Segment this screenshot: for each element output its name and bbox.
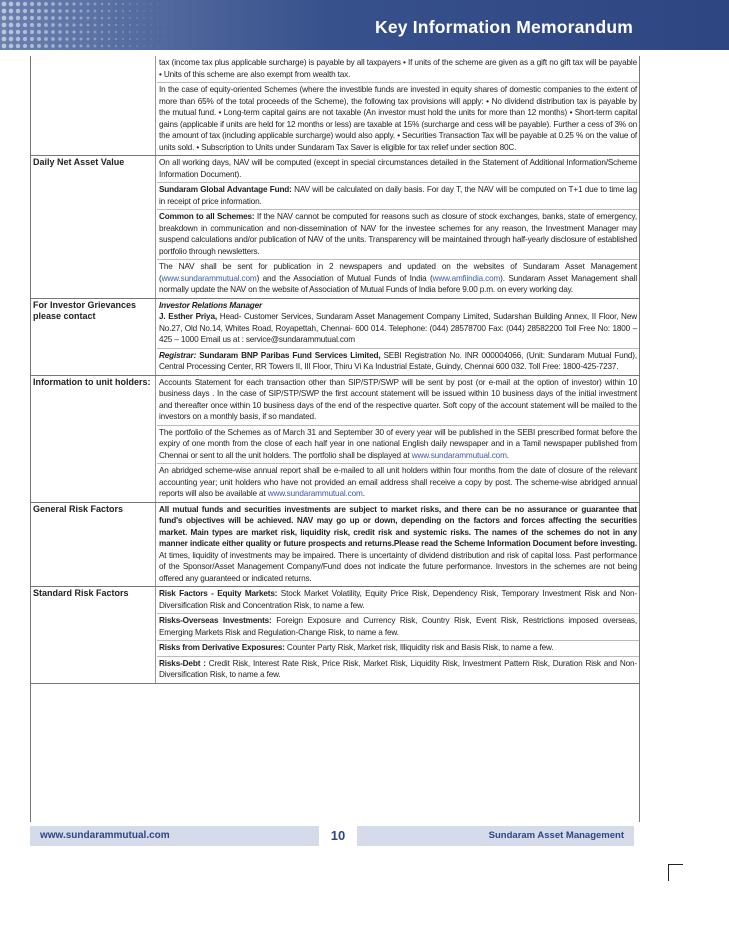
info-table — [30, 56, 640, 822]
text-segment: Risks-Overseas Investments: — [159, 616, 272, 625]
website-link[interactable]: www.sundarammutual.com — [411, 450, 507, 460]
website-link[interactable]: www.sundarammutual.com — [267, 489, 363, 498]
text-segment: SEBI Registration No. INR 000004066, (Unit: Sundaram Mutual Fund), Central Processing Center, RR Towers II, III Floor, Thiru Vi Ka Industrial Estate, Guindy, Chennai 600 032. Toll Free: 1800-425-7237. — [159, 350, 637, 371]
description-paragraph — [157, 156, 639, 183]
table-row — [31, 376, 639, 503]
row-description — [155, 503, 639, 587]
website-link[interactable]: www.sundarammutual.com — [161, 273, 257, 283]
table-row — [31, 503, 639, 588]
text-segment: An abridged scheme-wise annual report shall be e-mailed to all unit holders within four months from the date of closure of the relevant accounting year; unit holders who have not provided an email address shall receive a copy by post. The scheme-wise abridged annual reports will also be available at — [159, 466, 637, 498]
text-segment: Investor Relations Manager — [159, 300, 263, 310]
text-segment: Accounts Statement for each transaction other than SIP/STP/SWP will be sent by post (or e-mail at the option of investor) within 10 business days . In the case of SIP/STP/SWP the first account statement will be issued within 10 business days of the initial investment and thereafter once within 10 business days of the end of the respective quarter. Soft copy of the account statement will be mailed to the investors on a monthly basis, if so mandated. — [159, 377, 637, 421]
description-paragraph — [157, 210, 639, 260]
text-segment: . — [362, 489, 365, 498]
header-band — [0, 0, 729, 50]
text-segment: The portfolio of the Schemes as of March 31 and September 30 of every year will be published in the SEBI prescribed format before the expiry of one month from the close of each half year in one national English daily newspaper and in a Tamil newspaper published from Chennai or sent to all the unit holders. The portfolio shall be displayed at — [159, 427, 637, 460]
text-segment: All mutual funds and securities investments are subject to market risks, and there can be no assurance or guarantee that fund's objectives will be achieved. NAV may go up or down, depending on the factors and forces affecting the securities market. Main types are market risk, liquidity risk, credit risk and systemic risks. The names of the schemes do not in any manner indicate either quality or future prospects and returns.Please read the Scheme Information Document before investing. — [159, 504, 637, 548]
description-paragraph — [157, 183, 639, 210]
text-segment: ) and the Association of Mutual Funds of India ( — [256, 273, 433, 283]
description-paragraph — [157, 587, 639, 614]
footer-brand: Sundaram Asset Management — [488, 830, 624, 841]
description-paragraph — [157, 83, 639, 155]
page-number: 10 — [319, 826, 357, 846]
text-segment: Common to all Schemes: — [159, 212, 255, 221]
row-label: Daily Net Asset Value — [33, 157, 125, 167]
table-row — [31, 156, 639, 299]
text-segment: tax (income tax plus applicable surcharge) is payable by all taxpayers • If units of the scheme are given as a gift no gift tax will be payable • Units of this scheme are also exempt from wealth tax. — [159, 58, 637, 79]
row-label: Standard Risk Factors — [33, 588, 129, 598]
website-link[interactable]: www.amfiindia.com — [432, 273, 501, 283]
text-segment: Counter Party Risk, Market risk, Illiquidity risk and Basis Risk, to name a few. — [284, 643, 554, 652]
row-description — [155, 587, 639, 683]
table-row — [31, 56, 639, 156]
description-paragraph — [157, 641, 639, 657]
text-segment: NAV will be calculated on daily basis. For day T, the NAV will be computed on T+1 due to time lag in receipt of price information. — [159, 185, 637, 206]
page-footer — [30, 826, 634, 846]
text-segment: Credit Risk, Interest Rate Risk, Price Risk, Market Risk, Liquidity Risk, Investment Pattern Risk, Duration Risk and Non-Diversification Risk, to name a few. — [159, 658, 637, 679]
text-segment: Sundaram BNP Paribas Fund Services Limited, — [196, 350, 381, 360]
text-segment: In the case of equity-oriented Schemes (where the investible funds are invested in equity shares of domestic companies to the extent of more than 65% of the total proceeds of the Scheme), the following tax provisions will apply: • No dividend distribution tax is payable by the mutual fund. • Long-term capital gains are not taxable (An investor must hold the units for more than 12 months) • Short-term capital gains (applicable if units are held for 12 months or less) are taxable at 15% (surcharge and cess will be payable). Further a cess of 3% on the amount of tax (including applicable surcharge) would also apply. • Securities Transaction Tax will be payable at 0.25 % on the value of units sold. • Subscription to Units under Sundaram Tax Saver is eligible for tax relief under section 80C. — [159, 85, 637, 152]
page-title: Key Information Memorandum — [374, 17, 633, 37]
text-segment: Risk Factors - Equity Markets: — [159, 589, 278, 598]
description-paragraph — [157, 299, 639, 349]
description-paragraph — [157, 464, 639, 502]
crop-mark — [668, 864, 683, 881]
description-paragraph — [157, 260, 639, 298]
row-label: General Risk Factors — [33, 503, 124, 514]
text-segment: Head- Customer Services, Sundaram Asset Management Company Limited, Sudarshan Building Annex, II Floor, New No.27, Old No.14, Whites Road, Royapettah, Chennai- 600 014. Telephone: (044) 28578700 Fax: (044) 28582200 Toll Free No: 1800 – 425 – 1000 Email us at : service@sundarammutual.com — [159, 312, 637, 344]
description-paragraph — [157, 426, 639, 465]
text-segment: J. Esther Priya, — [159, 312, 217, 321]
table-row — [31, 587, 639, 684]
description-paragraph — [157, 614, 639, 641]
table-row — [31, 299, 639, 376]
row-description — [155, 376, 639, 502]
text-segment: Sundaram Global Advantage Fund: — [159, 185, 292, 194]
description-paragraph — [157, 56, 639, 83]
description-paragraph — [157, 503, 639, 587]
text-segment: Risks-Debt : — [159, 658, 206, 668]
description-paragraph — [157, 657, 639, 683]
row-description — [155, 299, 639, 375]
description-paragraph — [157, 349, 639, 375]
text-segment: On all working days, NAV will be computed (except in special circumstances detailed in the Statement of Additional Information/Scheme Information Document). — [159, 158, 637, 179]
text-segment: Stock Market Volatility, Equity Price Risk, Dependency Risk, Temporary Investment Risk and Non-Diversification Risk and Concentration Risk, to name a few. — [159, 589, 638, 610]
text-segment: If the NAV cannot be computed for reasons such as closure of stock exchanges, banks, state of emergency, breakdown in communication and non-dissemination of NAV for the investee schemes for any reason, the Investment Manager may suspend calculations and/or publication of NAV of the units. Transparency will be maintained through half-yearly disclosure of established portfolio through newsletters. — [159, 212, 637, 256]
footer-website-link[interactable]: www.sundarammutual.com — [40, 830, 170, 841]
row-label: For Investor Grievances please contact — [33, 299, 137, 321]
row-label: Information to unit holders: — [33, 376, 151, 387]
row-description — [155, 156, 639, 298]
dot-pattern-decoration — [0, 0, 210, 50]
text-segment: ). Sundaram Asset Management shall normally update the NAV on the website of Association of Mutual Funds of India before 9.00 p.m. on every working day. — [159, 273, 637, 294]
text-segment: . — [506, 450, 509, 460]
text-segment: Risks from Derivative Exposures: — [159, 643, 285, 652]
text-segment: At times, liquidity of investments may be impaired. There is uncertainty of dividend distribution and risk of capital loss. Past performance of the Sponsor/Asset Management Company/Fund does not indicate the future performance. Investors in the schemes are not being offered any guaranteed or indicated returns. — [159, 550, 637, 583]
description-paragraph — [157, 376, 639, 426]
text-segment: Foreign Exposure and Currency Risk, Country Risk, Event Risk, Restrictions imposed overseas, Emerging Markets Risk and Regulation-Change Risk, to name a few. — [159, 616, 637, 637]
row-description — [155, 56, 639, 155]
text-segment: Registrar: — [159, 350, 197, 360]
text-segment: The NAV shall be sent for publication in 2 newspapers and updated on the websites of Sundaram Asset Management ( — [159, 262, 637, 283]
